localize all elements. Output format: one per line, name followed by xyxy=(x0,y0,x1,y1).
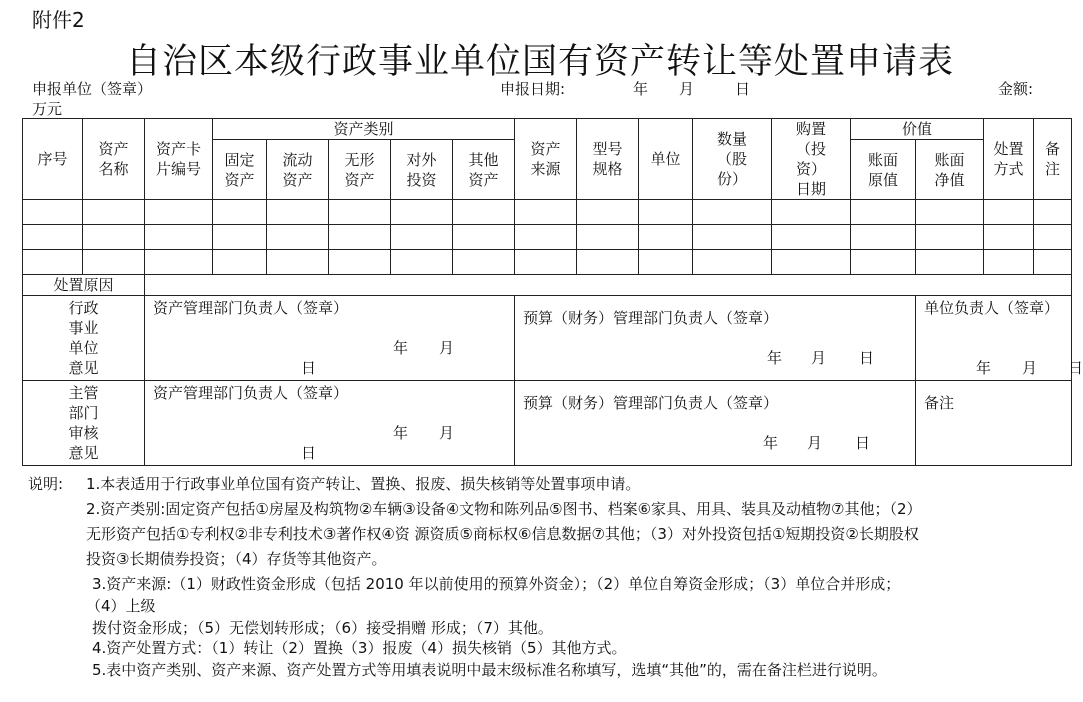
supervisor-opinion-label: 主管 部门 审核 意见 xyxy=(23,381,145,466)
col-asset-source: 资产 来源 xyxy=(515,119,577,200)
apply-date-label: 申报日期: xyxy=(500,80,566,98)
sign-year: 年 xyxy=(976,359,992,377)
note-2-line-3: 投资③长期债券投资；（4）存货等其他资产。 xyxy=(86,550,387,568)
admin-asset-mgr-sign-box[interactable] xyxy=(145,296,515,381)
col-book-net-value: 账面 净值 xyxy=(916,140,984,200)
supervisor-budget-mgr-sign-box[interactable] xyxy=(515,381,916,466)
asset-mgr-sign-label: 资产管理部门负责人（签章） xyxy=(153,299,349,317)
data-row xyxy=(23,200,1072,225)
attachment-number: 附件2 xyxy=(32,8,85,32)
disposal-reason-label: 处置原因 xyxy=(23,275,145,296)
col-quantity: 数量 （股 份） xyxy=(693,119,772,200)
note-3-line-3: 拨付资金形成；（5）无偿划转形成；（6）接受捐赠 形成；（7）其他。 xyxy=(92,619,553,637)
col-book-original-value: 账面 原值 xyxy=(851,140,916,200)
col-external-investment: 对外 投资 xyxy=(391,140,453,200)
disposal-reason-field[interactable] xyxy=(145,275,1072,296)
note-3-line-2: （4）上级 xyxy=(86,597,156,615)
sign-day: 日 xyxy=(1068,359,1083,377)
header-row-1 xyxy=(23,119,1072,140)
amount-unit: 万元 xyxy=(32,100,63,118)
col-intangible-asset: 无形 资产 xyxy=(329,140,391,200)
col-asset-name: 资产 名称 xyxy=(83,119,145,200)
note-4: 4.资产处置方式：（1）转让（2）置换（3）报废（4）损失核销（5）其他方式。 xyxy=(92,639,627,657)
data-row xyxy=(23,225,1072,250)
col-disposal-method: 处置 方式 xyxy=(984,119,1034,200)
apply-date-month: 月 xyxy=(679,80,695,98)
sign-day: 日 xyxy=(301,359,317,377)
disposal-reason-row xyxy=(23,275,1072,296)
data-row xyxy=(23,250,1072,275)
supervisor-opinion-row xyxy=(23,381,1072,466)
unit-head-sign-label: 单位负责人（签章） xyxy=(924,299,1060,317)
budget-mgr-sign-label: 预算（财务）管理部门负责人（签章） xyxy=(523,394,779,412)
asset-mgr-sign-label: 资产管理部门负责人（签章） xyxy=(153,384,349,402)
sign-year: 年 xyxy=(763,434,779,452)
sign-day: 日 xyxy=(301,444,317,462)
col-remark: 备 注 xyxy=(1034,119,1072,200)
sign-day: 日 xyxy=(855,434,871,452)
notes-lead: 说明: xyxy=(28,475,64,493)
admin-opinion-label: 行政 事业 单位 意见 xyxy=(23,296,145,381)
col-value-group: 价值 xyxy=(851,119,984,140)
form-title: 自治区本级行政事业单位国有资产转让等处置申请表 xyxy=(125,42,954,82)
unit-head-sign-box[interactable] xyxy=(916,296,1083,381)
sign-month: 月 xyxy=(807,434,823,452)
sign-year: 年 xyxy=(767,349,783,367)
remark-label: 备注 xyxy=(924,394,955,412)
col-model-spec: 型号 规格 xyxy=(577,119,639,200)
budget-mgr-sign-label: 预算（财务）管理部门负责人（签章） xyxy=(523,309,779,327)
sign-year: 年 xyxy=(393,424,409,442)
amount-label: 金额: xyxy=(998,80,1034,98)
sign-year: 年 xyxy=(393,339,409,357)
sign-month: 月 xyxy=(811,349,827,367)
col-current-asset: 流动 资产 xyxy=(267,140,329,200)
col-fixed-asset: 固定 资产 xyxy=(213,140,267,200)
note-5: 5.表中资产类别、资产来源、资产处置方式等用填表说明中最末级标准名称填写，选填“其他”的，需在备注栏进行说明。 xyxy=(92,661,887,679)
note-3-line-1: 3.资产来源:（1）财政性资金形成（包括 2010 年以前使用的预算外资金）；（2）单位自筹资金形成；（3）单位合并形成； xyxy=(92,575,901,593)
col-seq: 序号 xyxy=(23,119,83,200)
note-2-line-2: 无形资产包括①专利权②非专利技术③著作权④资 源资质⑤商标权⑥信息数据⑦其他；（3）对外投资包括①短期投资②长期股权 xyxy=(86,525,919,543)
supervisor-asset-mgr-sign-box[interactable] xyxy=(145,381,515,466)
sign-month: 月 xyxy=(1022,359,1038,377)
applicant-unit-label: 申报单位（签章） xyxy=(32,80,153,98)
apply-date-day: 日 xyxy=(735,80,751,98)
sign-month: 月 xyxy=(439,339,455,357)
sign-month: 月 xyxy=(439,424,455,442)
admin-budget-mgr-sign-box[interactable] xyxy=(515,296,916,381)
col-card-number: 资产卡 片编号 xyxy=(145,119,213,200)
sign-day: 日 xyxy=(859,349,875,367)
supervisor-remark-box[interactable] xyxy=(916,381,1072,466)
col-asset-category-group: 资产类别 xyxy=(213,119,515,140)
col-purchase-date: 购置 （投 资） 日期 xyxy=(772,119,851,200)
disposal-form-table xyxy=(22,118,1083,466)
admin-opinion-row xyxy=(23,296,1072,381)
note-1: 1.本表适用于行政事业单位国有资产转让、置换、报废、损失核销等处置事项申请。 xyxy=(86,475,641,493)
note-2-line-1: 2.资产类别:固定资产包括①房屋及构筑物②车辆③设备④文物和陈列品⑤图书、档案⑥家具、用具、装具及动植物⑦其他；（2） xyxy=(86,500,922,518)
col-unit: 单位 xyxy=(639,119,693,200)
apply-date-year: 年 xyxy=(633,80,649,98)
col-other-asset: 其他 资产 xyxy=(453,140,515,200)
